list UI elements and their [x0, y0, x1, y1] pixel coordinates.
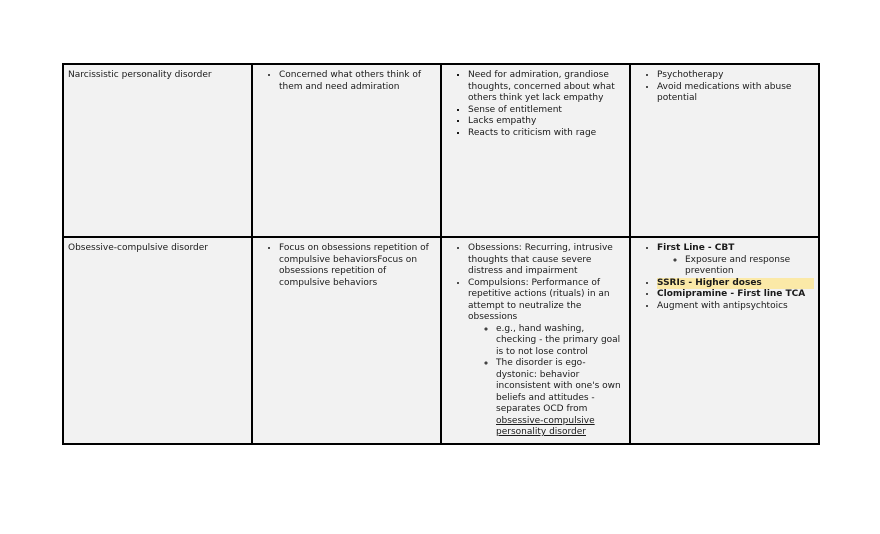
list-item: • Avoid medications with abuse potential — [657, 82, 814, 105]
description-cell — [252, 64, 441, 237]
list-item — [657, 289, 814, 301]
list-item: ▪ Need for admiration, grandiose thoughts, concerned about what others think yet lack empathy — [468, 70, 625, 105]
sub-list-item — [496, 358, 625, 439]
ego-dystonic-text: The disorder is ego-dystonic: behavior inconsistent with one's own beliefs and attitudes - separates OCD from — [496, 358, 621, 414]
features-cell — [441, 237, 630, 444]
sub-list-item: ◦ Exposure and response prevention — [685, 255, 814, 278]
first-line-text: First Line - CBT — [657, 243, 735, 253]
list-item: ▪ Sense of entitlement — [468, 105, 625, 117]
table-row — [63, 64, 819, 237]
list-item: • Focus on obsessions repetition of compulsive behaviorsFocus on obsessions repetition of compulsive behaviors — [279, 243, 436, 289]
ocpd-link[interactable]: obsessive-compulsive personality disorder — [496, 415, 595, 437]
clomipramine-text: Clomipramine - First line TCA — [657, 289, 806, 299]
list-item: ▪ Reacts to criticism with rage — [468, 128, 625, 140]
compulsions-text: Compulsions: Performance of repetitive actions (rituals) in an attempt to neutralize the obsessions — [468, 277, 610, 322]
sub-list-item: ◦ e.g., hand washing, checking - the primary goal is to not lose control — [496, 324, 625, 359]
disorder-name-cell — [63, 237, 252, 444]
list-item: ▪ Lacks empathy — [468, 116, 625, 128]
treatment-cell — [630, 237, 819, 444]
disorder-name: Obsessive-compulsive disorder — [68, 243, 208, 253]
list-item: • Obsessions: Recurring, intrusive thoughts that cause severe distress and impairment — [468, 243, 625, 278]
description-cell — [252, 237, 441, 444]
list-item: • Augment with antipsychtoics — [657, 301, 814, 313]
ssri-text: SSRIs - Higher doses — [657, 277, 762, 288]
disorders-table — [62, 63, 820, 445]
treatment-cell — [630, 64, 819, 237]
disorder-name-cell — [63, 64, 252, 237]
features-cell — [441, 64, 630, 237]
disorder-name: Narcissistic personality disorder — [68, 70, 212, 80]
list-item — [468, 278, 625, 439]
list-item: • Concerned what others think of them and need admiration — [279, 70, 436, 93]
list-item: • Psychotherapy — [657, 70, 814, 82]
list-item — [657, 243, 814, 278]
list-item — [657, 278, 814, 290]
table-row — [63, 237, 819, 444]
